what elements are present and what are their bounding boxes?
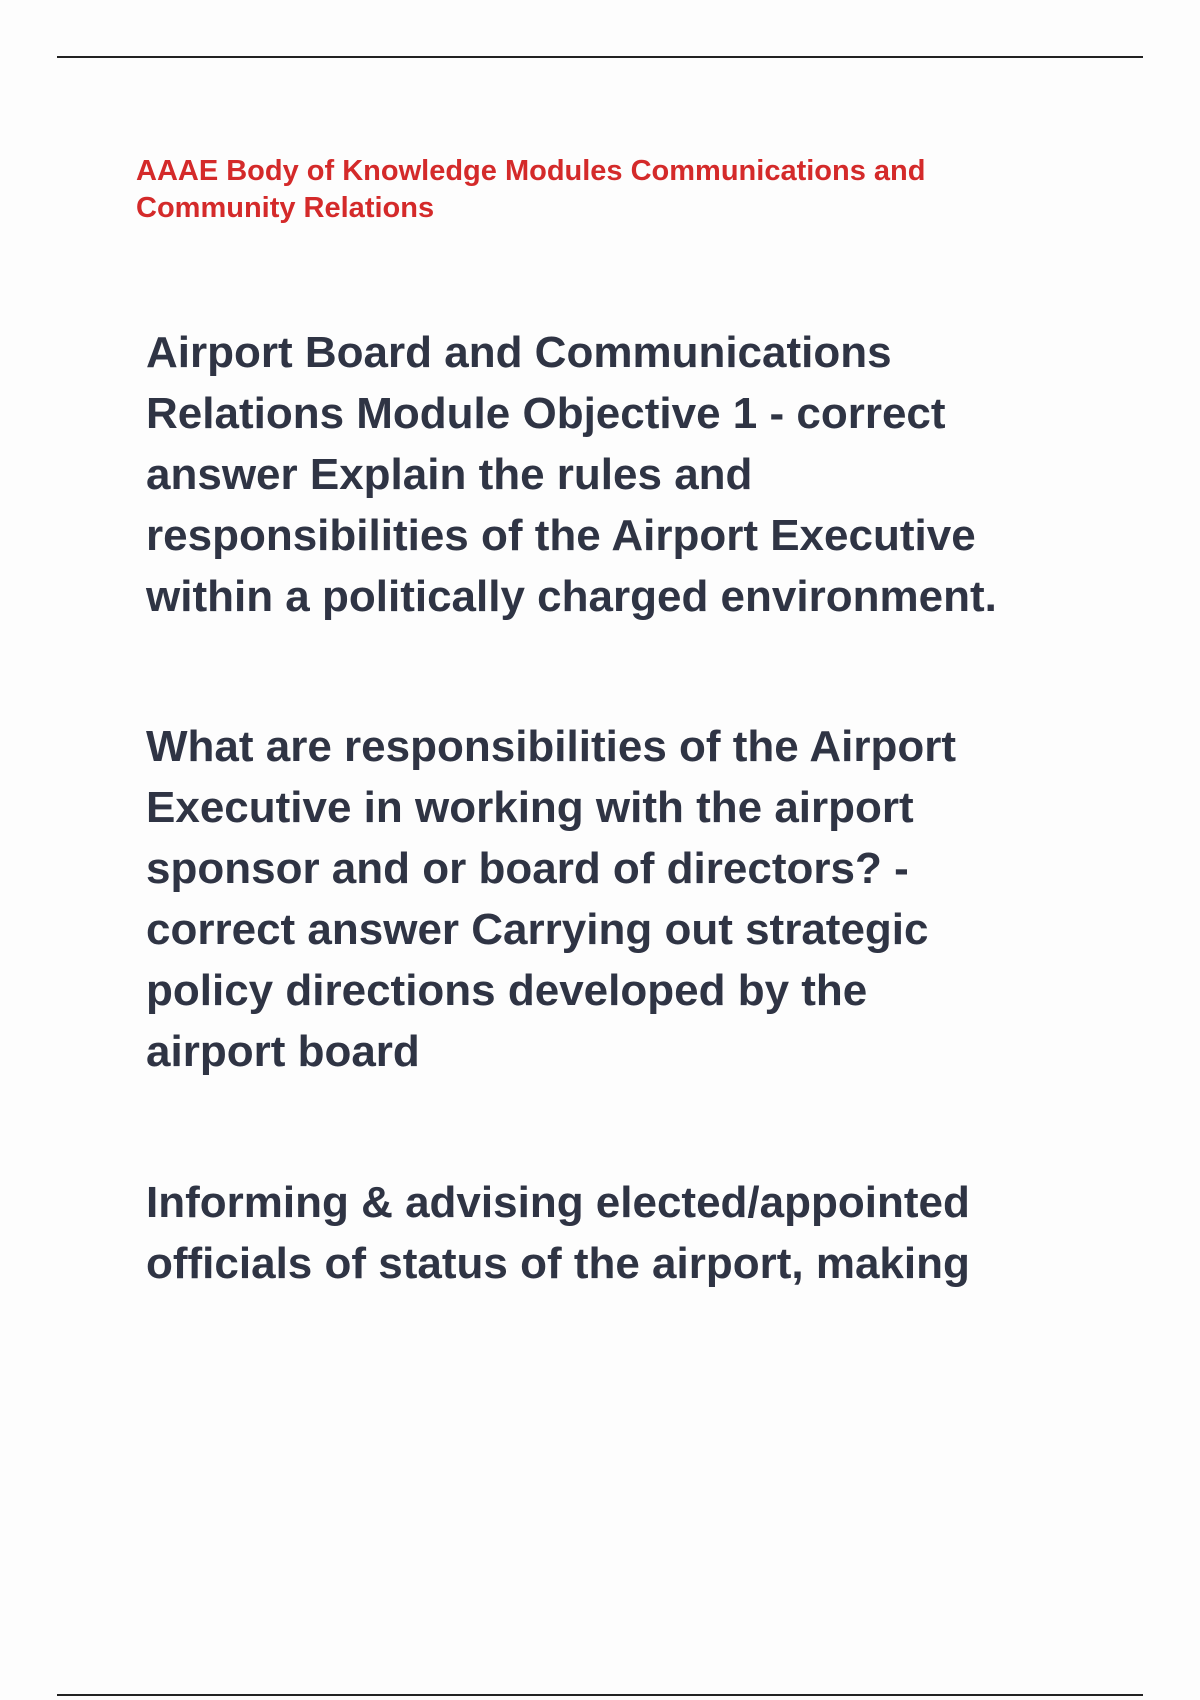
text-line: Airport Board and Communications	[146, 328, 892, 377]
document-title-line: Community Relations	[136, 192, 435, 224]
text-line: Relations Module Objective 1 - correct	[146, 389, 946, 438]
text-line: sponsor and or board of directors? -	[146, 844, 909, 893]
text-line: officials of status of the airport, making	[146, 1239, 970, 1288]
text-line: correct answer Carrying out strategic	[146, 905, 929, 954]
objective-block	[146, 322, 1126, 627]
text-line: within a politically charged environment.	[146, 572, 997, 621]
text-line: What are responsibilities of the Airport	[146, 722, 957, 771]
document-title	[136, 153, 1096, 227]
text-line: airport board	[146, 1027, 420, 1076]
text-line: policy directions developed by the	[146, 966, 868, 1015]
bottom-rule	[57, 1694, 1143, 1696]
question-answer-block	[146, 716, 1126, 1082]
text-line: Informing & advising elected/appointed	[146, 1178, 970, 1227]
document-title-line: AAAE Body of Knowledge Modules Communications and	[136, 155, 926, 187]
top-rule	[57, 56, 1143, 58]
text-line: answer Explain the rules and	[146, 450, 753, 499]
text-line: Executive in working with the airport	[146, 783, 914, 832]
continuation-block	[146, 1172, 1126, 1294]
text-line: responsibilities of the Airport Executive	[146, 511, 976, 560]
